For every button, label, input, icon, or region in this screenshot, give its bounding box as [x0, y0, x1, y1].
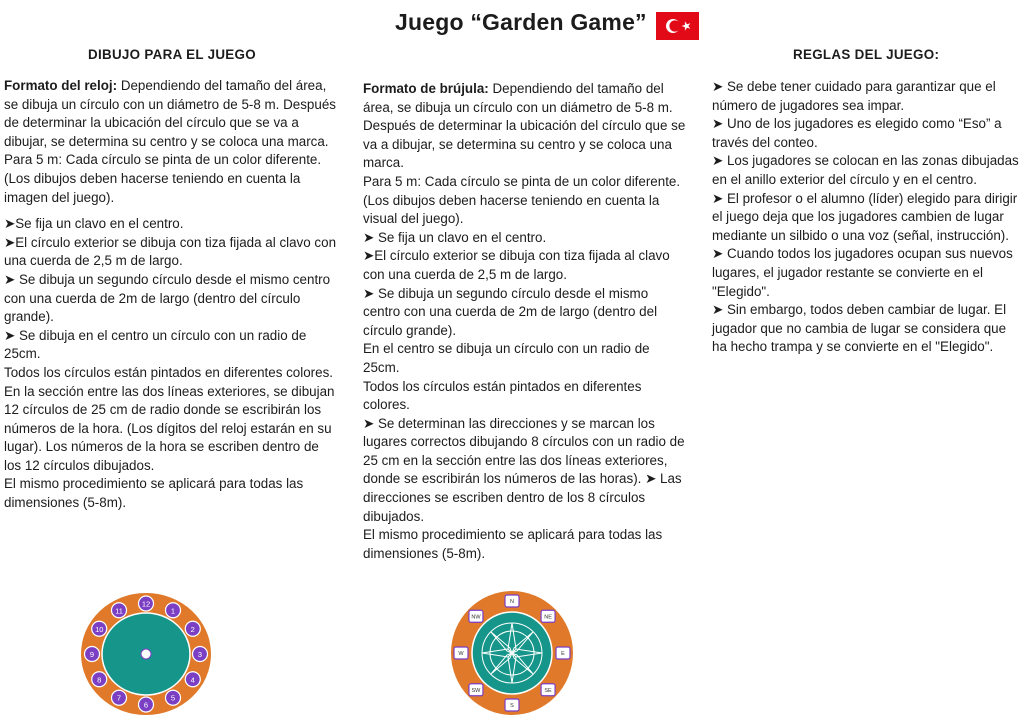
paragraph: ➤ Se determinan las direcciones y se marcan los lugares correctos dibujando 8 círculos con un radio de 25 cm en la sección entre las dos líneas exteriores, donde se escribirán los números de las horas). ➤ Las direcciones se escriben dentro de los 8 círculos dibujados.	[363, 415, 685, 524]
compass-direction-label: S	[510, 703, 514, 710]
clock-hour-label: 2	[190, 624, 195, 634]
rule-item: ➤ Los jugadores se colocan en las zonas dibujadas en el anillo exterior del círculo y en el centro.	[712, 153, 1019, 187]
paragraph: ➤El círculo exterior se dibuja con tiza fijada al clavo con una cuerda de 2,5 m de largo.	[363, 248, 670, 282]
clock-hour-label: 1	[170, 606, 176, 616]
clock-center-circle	[141, 649, 151, 659]
rule-item: ➤ Se debe tener cuidado para garantizar que el número de jugadores sea impar.	[712, 79, 996, 113]
clock-hour-label: 3	[197, 650, 203, 659]
paragraph: ➤ Se fija un clavo en el centro.	[363, 229, 547, 245]
clock-hour-label: 12	[141, 599, 151, 609]
compass-intro	[363, 80, 688, 117]
rule-item: ➤ Cuando todos los jugadores ocupan sus nuevos lugares, el jugador restante se convierte en el "Elegido".	[712, 246, 1013, 299]
paragraph: El mismo procedimiento se aplicará para todas las dimensiones (5-8m).	[4, 476, 304, 511]
clock-hour-label: 11	[115, 606, 123, 616]
paragraph: Todos los círculos están pintados en diferentes colores.	[363, 378, 642, 413]
clock-instructions	[4, 77, 339, 513]
compass-direction-label: E	[561, 651, 565, 658]
paragraph: ➤ Se dibuja en el centro un círculo con un radio de 25cm.	[4, 327, 307, 362]
clock-hour-label: 8	[97, 675, 102, 685]
clock-hour-label: 5	[170, 693, 176, 703]
paragraph: En el centro se dibuja un círculo con un radio de 25cm.	[363, 341, 650, 375]
clock-hour-label: 9	[89, 650, 95, 659]
paragraph: ➤Se fija un clavo en el centro.	[4, 216, 184, 232]
compass-intro-text: Dependiendo del tamaño del área, se dibuja un círculo con un diámetro de 5-8 m.	[363, 81, 673, 115]
rule-item: ➤ El profesor o el alumno (líder) elegido para dirigir el juego deja que los jugadores cambien de lugar mediante un silbido o una voz (señal, instrucción).	[712, 190, 1018, 243]
compass-direction-label: SW	[471, 687, 481, 694]
clock-intro	[4, 77, 339, 151]
paragraph: ➤El círculo exterior se dibuja con tiza fijada al clavo con una cuerda de 2,5 m de largo.	[4, 234, 337, 269]
compass-direction-label: N	[510, 599, 514, 606]
paragraph: ➤ Se dibuja un segundo círculo desde el mismo centro con una cuerda de 2m de largo (dentro del círculo grande).	[4, 271, 331, 325]
clock-diagram	[80, 592, 212, 716]
paragraph: El mismo procedimiento se aplicará para todas las dimensiones (5-8m).	[363, 527, 663, 561]
compass-direction-label: SE	[544, 687, 552, 694]
paragraph: Después de determinar la ubicación del círculo que se va a dibujar, se determina su centro y se coloca una marca.	[363, 118, 686, 171]
compass-direction-label: W	[458, 651, 464, 658]
clock-hour-label: 4	[190, 675, 195, 685]
right-heading: REGLAS DEL JUEGO:	[793, 47, 940, 62]
rule-item: ➤ Sin embargo, todos deben cambiar de lugar. El jugador que no cambia de lugar se considera que ha hecho trampa y se convierte en el "Elegido".	[712, 302, 1007, 355]
clock-hour-label: 10	[95, 624, 104, 634]
paragraph: ➤ Se dibuja un segundo círculo desde el mismo centro con una cuerda de 2m de largo (dentro del círculo grande).	[363, 285, 658, 338]
turkey-flag-icon	[656, 12, 699, 40]
compass-direction-label: NW	[471, 614, 481, 621]
rules-list	[712, 78, 1022, 357]
clock-intro-text: Dependiendo del tamaño del área, se dibuja un círculo con un diámetro de 5-8 m. Después de determinar la ubicación del círculo que se va a dibujar, se determina su centro y se coloca una marca.	[4, 78, 336, 149]
clock-hour-label: 7	[116, 693, 122, 703]
compass-format-label: Formato de brújula:	[363, 81, 489, 96]
compass-diagram	[450, 590, 574, 716]
paragraph: Para 5 m: Cada círculo se pinta de un color diferente. (Los dibujos deben hacerse teniendo en cuenta la visual del juego).	[363, 173, 681, 227]
rule-item: ➤ Uno de los jugadores es elegido como “Eso” a través del conteo.	[712, 116, 1002, 150]
paragraph: Todos los círculos están pintados en diferentes colores.	[4, 364, 333, 380]
compass-instructions	[363, 80, 688, 563]
paragraph: En la sección entre las dos líneas exteriores, se dibujan 12 círculos de 25 cm de radio donde se escribirán los números de la hora. (Los dígitos del reloj estarán en su lugar). Los números de la hora se escriben dentro de los 12 círculos dibujados.	[4, 383, 335, 473]
compass-direction-label: NE	[544, 614, 552, 621]
page-title: Juego “Garden Game”	[395, 9, 647, 35]
left-heading: DIBUJO PARA EL JUEGO	[88, 47, 256, 62]
clock-hour-label: 6	[143, 700, 149, 710]
clock-format-label: Formato del reloj:	[4, 78, 118, 93]
paragraph: Para 5 m: Cada círculo se pinta de un color diferente. (Los dibujos deben hacerse teniendo en cuenta la imagen del juego).	[4, 152, 322, 205]
